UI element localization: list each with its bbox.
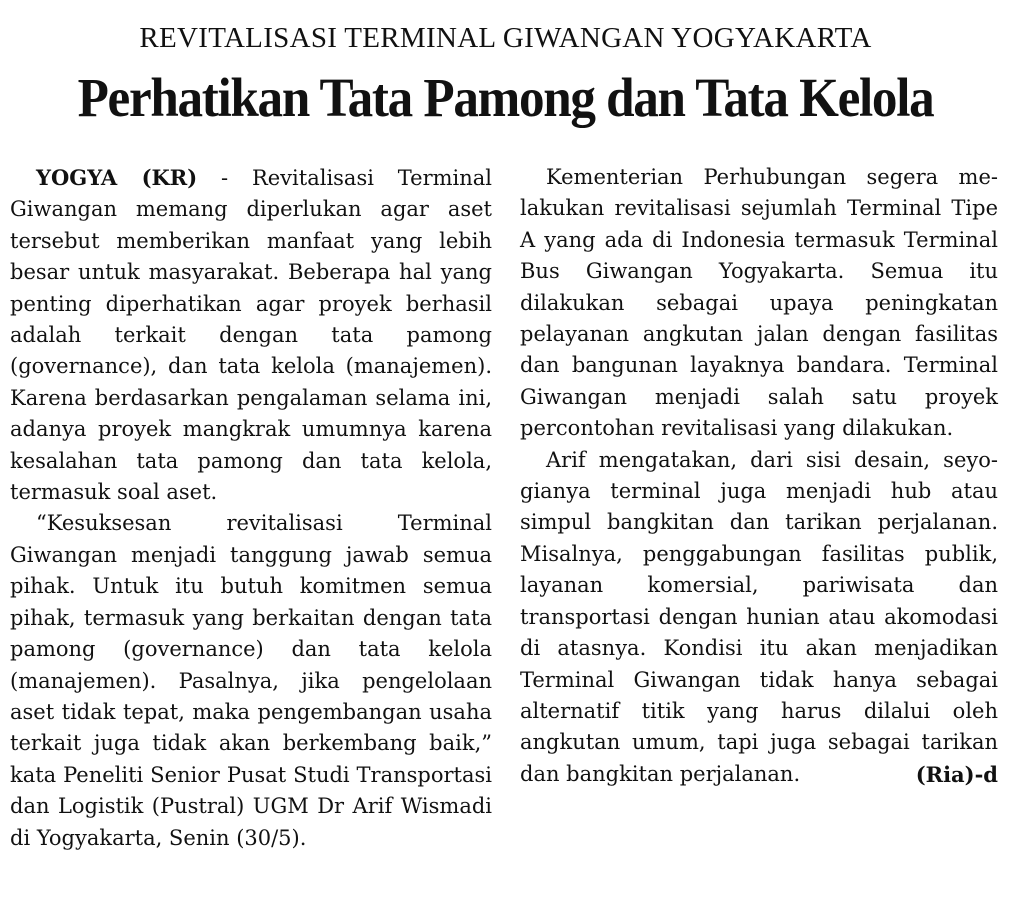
byline: (Ria)-d [915,761,998,787]
paragraph-4-text: Arif mengatakan, dari sisi desain, seyogianya terminal juga menjadi hub atau simpul bangkitan dan tarikan perjalanan. Misalnya, penggabungan fasilitas publik, layanan komersial, pariwisata dan transportasi dengan hunian atau akomodasi di atasnya. Kondisi itu akan menjadikan Terminal Giwangan tidak hanya sebagai alternatif titik yang harus dilalui oleh angkutan umum, tapi juga sebagai tarikan dan bangkitan perjalanan. [520,447,998,786]
article-headline: Perhatikan Tata Pamong dan Tata Kelola [77,67,934,128]
paragraph-3: Kementerian Perhubungan segera melakukan revitalisasi sejumlah Terminal Tipe A yang ada di Indonesia termasuk Terminal Bus Giwangan Yogyakarta. Semua itu dilakukan sebagai upaya peningkatan pelayanan angkutan jalan dengan fasilitas dan bangunan layaknya bandara. Terminal Giwangan menjadi salah satu proyek percontohan revitalisasi yang dilakukan. [520,165,998,441]
dateline: YOGYA (KR) [36,165,198,190]
paragraph-4 [520,445,998,790]
article-column-right [520,162,998,790]
article-column-left [10,162,492,854]
article-kicker: REVITALISASI TERMINAL GIWANGAN YOGYAKARTA [139,22,872,54]
paragraph-1-text: - Revitalisasi Terminal Giwangan memang diperlukan agar aset tersebut memberikan manfaat yang lebih besar untuk masyarakat. Beberapa hal yang penting diperhatikan agar proyek berhasil adalah terkait dengan tata pamong (governance), dan tata kelola (manajemen). Karena berdasarkan pengalaman selama ini, adanya proyek mangkrak umumnya karena kesalahan tata pamong dan tata kelola, termasuk soal aset. [10,166,493,505]
paragraph-2: “Kesuksesan revitalisasi Terminal Giwangan menjadi tanggung jawab semua pihak. Untuk itu butuh komitmen semua pihak, termasuk yang berkaitan dengan tata pamong (governance) dan tata kelola (manajemen). Pasalnya, jika pengelolaan aset tidak tepat, maka pengembangan usaha terkait juga tidak akan berkembang baik,” kata Peneliti Senior Pusat Studi Transportasi dan Logistik (Pustral) UGM Dr Arif Wismadi di Yogyakarta, Senin (30/5). [10,511,492,850]
paragraph-1 [10,162,492,508]
